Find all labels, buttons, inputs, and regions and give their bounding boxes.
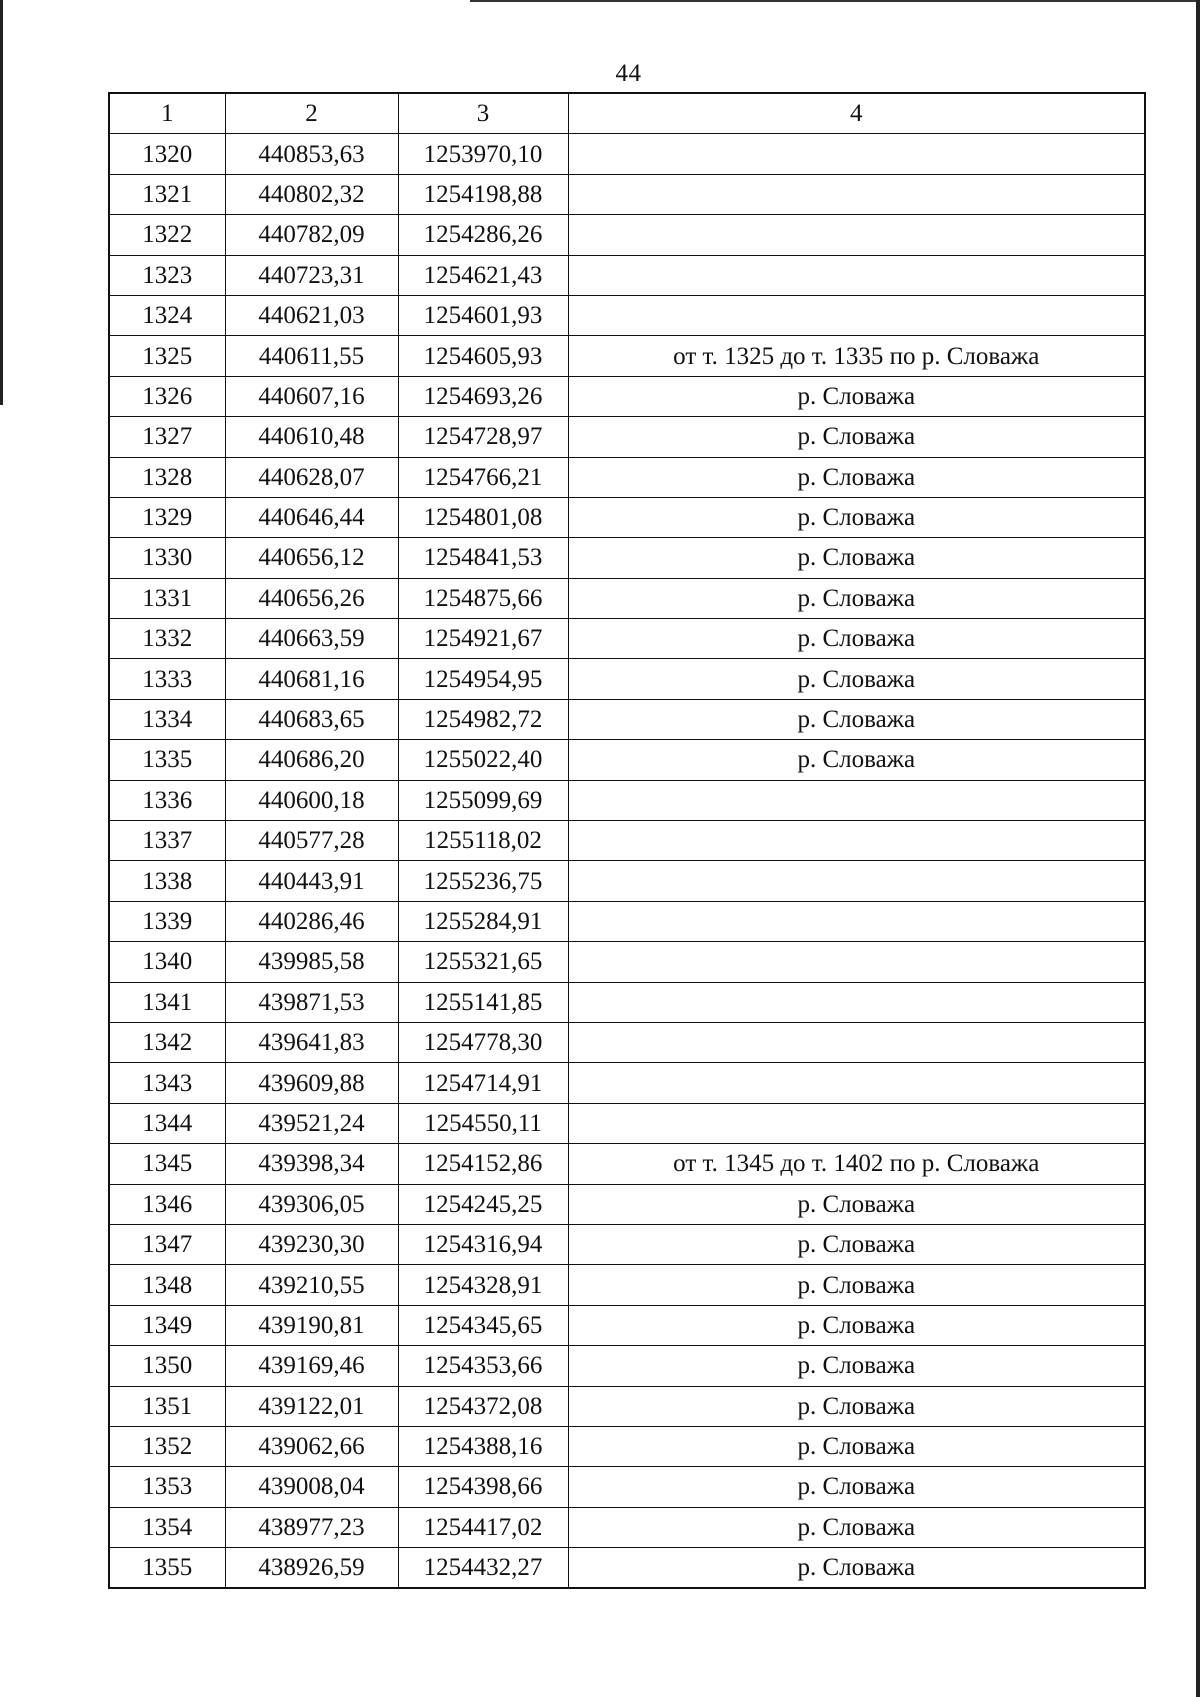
y-coordinate-cell: 1254432,27 — [398, 1548, 568, 1589]
table-row — [109, 1467, 1145, 1507]
boundary-description-cell: р. Словажа — [568, 538, 1145, 578]
boundary-description-cell — [568, 174, 1145, 214]
table-row — [109, 1224, 1145, 1264]
x-coordinate-cell: 440853,63 — [225, 134, 398, 174]
y-coordinate-cell: 1254417,02 — [398, 1507, 568, 1547]
table-row — [109, 376, 1145, 416]
table-row — [109, 417, 1145, 457]
y-coordinate-cell: 1254841,53 — [398, 538, 568, 578]
x-coordinate-cell: 439230,30 — [225, 1224, 398, 1264]
table-row — [109, 255, 1145, 295]
point-number-cell: 1350 — [109, 1346, 225, 1386]
x-coordinate-cell: 440443,91 — [225, 861, 398, 901]
boundary-description-cell — [568, 1103, 1145, 1143]
x-coordinate-cell: 439306,05 — [225, 1184, 398, 1224]
y-coordinate-cell: 1254875,66 — [398, 578, 568, 618]
x-coordinate-cell: 440663,59 — [225, 619, 398, 659]
point-number-cell: 1335 — [109, 740, 225, 780]
point-number-cell: 1340 — [109, 942, 225, 982]
y-coordinate-cell: 1254714,91 — [398, 1063, 568, 1103]
point-number-cell: 1336 — [109, 780, 225, 820]
point-number-cell: 1333 — [109, 659, 225, 699]
y-coordinate-cell: 1255236,75 — [398, 861, 568, 901]
boundary-description-cell — [568, 255, 1145, 295]
table-row — [109, 780, 1145, 820]
table-row — [109, 1022, 1145, 1062]
boundary-description-cell — [568, 901, 1145, 941]
y-coordinate-cell: 1254728,97 — [398, 417, 568, 457]
x-coordinate-cell: 440683,65 — [225, 699, 398, 739]
x-coordinate-cell: 440723,31 — [225, 255, 398, 295]
x-coordinate-cell: 440600,18 — [225, 780, 398, 820]
point-number-cell: 1355 — [109, 1548, 225, 1589]
point-number-cell: 1329 — [109, 497, 225, 537]
table-row — [109, 1103, 1145, 1143]
boundary-description-cell: р. Словажа — [568, 457, 1145, 497]
x-coordinate-cell: 439169,46 — [225, 1346, 398, 1386]
y-coordinate-cell: 1254316,94 — [398, 1224, 568, 1264]
boundary-description-cell: от т. 1325 до т. 1335 по р. Словажа — [568, 336, 1145, 376]
point-number-cell: 1352 — [109, 1426, 225, 1466]
table-header — [109, 93, 1145, 134]
table-row — [109, 336, 1145, 376]
table-row — [109, 861, 1145, 901]
boundary-description-cell: р. Словажа — [568, 1507, 1145, 1547]
x-coordinate-cell: 439641,83 — [225, 1022, 398, 1062]
boundary-description-cell: р. Словажа — [568, 659, 1145, 699]
point-number-cell: 1345 — [109, 1144, 225, 1184]
point-number-cell: 1321 — [109, 174, 225, 214]
table-row — [109, 578, 1145, 618]
y-coordinate-cell: 1254921,67 — [398, 619, 568, 659]
x-coordinate-cell: 439210,55 — [225, 1265, 398, 1305]
boundary-description-cell: р. Словажа — [568, 1305, 1145, 1345]
header-row — [109, 93, 1145, 134]
scan-border-top — [470, 0, 1200, 2]
x-coordinate-cell: 440577,28 — [225, 821, 398, 861]
boundary-description-cell: р. Словажа — [568, 1386, 1145, 1426]
point-number-cell: 1353 — [109, 1467, 225, 1507]
y-coordinate-cell: 1253970,10 — [398, 134, 568, 174]
x-coordinate-cell: 440656,12 — [225, 538, 398, 578]
boundary-description-cell: р. Словажа — [568, 699, 1145, 739]
table-row — [109, 740, 1145, 780]
y-coordinate-cell: 1254693,26 — [398, 376, 568, 416]
point-number-cell: 1348 — [109, 1265, 225, 1305]
point-number-cell: 1354 — [109, 1507, 225, 1547]
x-coordinate-cell: 440621,03 — [225, 295, 398, 335]
page-number: 44 — [615, 60, 642, 87]
boundary-description-cell: р. Словажа — [568, 578, 1145, 618]
table-row — [109, 1386, 1145, 1426]
point-number-cell: 1323 — [109, 255, 225, 295]
boundary-description-cell: р. Словажа — [568, 1426, 1145, 1466]
x-coordinate-cell: 439398,34 — [225, 1144, 398, 1184]
point-number-cell: 1322 — [109, 215, 225, 255]
y-coordinate-cell: 1254198,88 — [398, 174, 568, 214]
point-number-cell: 1341 — [109, 982, 225, 1022]
y-coordinate-cell: 1254245,25 — [398, 1184, 568, 1224]
x-coordinate-cell: 439985,58 — [225, 942, 398, 982]
table-row — [109, 295, 1145, 335]
table-row — [109, 497, 1145, 537]
x-coordinate-cell: 440782,09 — [225, 215, 398, 255]
boundary-description-cell: р. Словажа — [568, 1346, 1145, 1386]
x-coordinate-cell: 439609,88 — [225, 1063, 398, 1103]
y-coordinate-cell: 1255118,02 — [398, 821, 568, 861]
y-coordinate-cell: 1254982,72 — [398, 699, 568, 739]
point-number-cell: 1330 — [109, 538, 225, 578]
y-coordinate-cell: 1254766,21 — [398, 457, 568, 497]
boundary-description-cell: р. Словажа — [568, 1224, 1145, 1264]
point-number-cell: 1332 — [109, 619, 225, 659]
boundary-description-cell: р. Словажа — [568, 619, 1145, 659]
table-row — [109, 901, 1145, 941]
point-number-cell: 1320 — [109, 134, 225, 174]
table-row — [109, 174, 1145, 214]
boundary-description-cell — [568, 215, 1145, 255]
table-row — [109, 1265, 1145, 1305]
boundary-description-cell: р. Словажа — [568, 1265, 1145, 1305]
y-coordinate-cell: 1254621,43 — [398, 255, 568, 295]
y-coordinate-cell: 1255099,69 — [398, 780, 568, 820]
point-number-cell: 1347 — [109, 1224, 225, 1264]
table-row — [109, 457, 1145, 497]
boundary-description-cell: от т. 1345 до т. 1402 по р. Словажа — [568, 1144, 1145, 1184]
table-row — [109, 821, 1145, 861]
x-coordinate-cell: 439122,01 — [225, 1386, 398, 1426]
x-coordinate-cell: 438977,23 — [225, 1507, 398, 1547]
point-number-cell: 1324 — [109, 295, 225, 335]
table-row — [109, 1063, 1145, 1103]
boundary-description-cell: р. Словажа — [568, 740, 1145, 780]
table-row — [109, 699, 1145, 739]
y-coordinate-cell: 1254345,65 — [398, 1305, 568, 1345]
table-row — [109, 982, 1145, 1022]
point-number-cell: 1338 — [109, 861, 225, 901]
boundary-description-cell: р. Словажа — [568, 417, 1145, 457]
header-col-4: 4 — [568, 93, 1145, 134]
y-coordinate-cell: 1254152,86 — [398, 1144, 568, 1184]
table-row — [109, 942, 1145, 982]
point-number-cell: 1337 — [109, 821, 225, 861]
boundary-description-cell — [568, 1022, 1145, 1062]
boundary-description-cell — [568, 780, 1145, 820]
y-coordinate-cell: 1254388,16 — [398, 1426, 568, 1466]
x-coordinate-cell: 439190,81 — [225, 1305, 398, 1345]
x-coordinate-cell: 440610,48 — [225, 417, 398, 457]
coordinates-table — [108, 92, 1146, 1589]
y-coordinate-cell: 1254801,08 — [398, 497, 568, 537]
table-row — [109, 1548, 1145, 1589]
table-body — [109, 134, 1145, 1589]
x-coordinate-cell: 440286,46 — [225, 901, 398, 941]
table-row — [109, 215, 1145, 255]
boundary-description-cell — [568, 982, 1145, 1022]
y-coordinate-cell: 1254353,66 — [398, 1346, 568, 1386]
point-number-cell: 1331 — [109, 578, 225, 618]
y-coordinate-cell: 1255022,40 — [398, 740, 568, 780]
y-coordinate-cell: 1255321,65 — [398, 942, 568, 982]
table-row — [109, 1346, 1145, 1386]
point-number-cell: 1344 — [109, 1103, 225, 1143]
y-coordinate-cell: 1254778,30 — [398, 1022, 568, 1062]
boundary-description-cell: р. Словажа — [568, 1467, 1145, 1507]
table-row — [109, 1144, 1145, 1184]
point-number-cell: 1349 — [109, 1305, 225, 1345]
point-number-cell: 1342 — [109, 1022, 225, 1062]
header-col-2: 2 — [225, 93, 398, 134]
header-col-3: 3 — [398, 93, 568, 134]
x-coordinate-cell: 440686,20 — [225, 740, 398, 780]
x-coordinate-cell: 439062,66 — [225, 1426, 398, 1466]
boundary-description-cell: р. Словажа — [568, 1548, 1145, 1589]
boundary-description-cell — [568, 1063, 1145, 1103]
table-row — [109, 1184, 1145, 1224]
table-row — [109, 538, 1145, 578]
point-number-cell: 1327 — [109, 417, 225, 457]
boundary-description-cell — [568, 821, 1145, 861]
table-row — [109, 134, 1145, 174]
y-coordinate-cell: 1255284,91 — [398, 901, 568, 941]
boundary-description-cell: р. Словажа — [568, 1184, 1145, 1224]
x-coordinate-cell: 439521,24 — [225, 1103, 398, 1143]
boundary-description-cell — [568, 295, 1145, 335]
x-coordinate-cell: 440607,16 — [225, 376, 398, 416]
point-number-cell: 1325 — [109, 336, 225, 376]
x-coordinate-cell: 438926,59 — [225, 1548, 398, 1589]
x-coordinate-cell: 440646,44 — [225, 497, 398, 537]
y-coordinate-cell: 1254954,95 — [398, 659, 568, 699]
scan-border-right — [1196, 0, 1200, 1697]
x-coordinate-cell: 439871,53 — [225, 982, 398, 1022]
y-coordinate-cell: 1254601,93 — [398, 295, 568, 335]
y-coordinate-cell: 1254550,11 — [398, 1103, 568, 1143]
y-coordinate-cell: 1255141,85 — [398, 982, 568, 1022]
point-number-cell: 1328 — [109, 457, 225, 497]
table-row — [109, 659, 1145, 699]
boundary-description-cell: р. Словажа — [568, 497, 1145, 537]
table-row — [109, 1507, 1145, 1547]
header-col-1: 1 — [109, 93, 225, 134]
y-coordinate-cell: 1254398,66 — [398, 1467, 568, 1507]
x-coordinate-cell: 440681,16 — [225, 659, 398, 699]
point-number-cell: 1346 — [109, 1184, 225, 1224]
x-coordinate-cell: 440802,32 — [225, 174, 398, 214]
point-number-cell: 1351 — [109, 1386, 225, 1426]
x-coordinate-cell: 439008,04 — [225, 1467, 398, 1507]
point-number-cell: 1339 — [109, 901, 225, 941]
table-row — [109, 1305, 1145, 1345]
y-coordinate-cell: 1254605,93 — [398, 336, 568, 376]
point-number-cell: 1343 — [109, 1063, 225, 1103]
x-coordinate-cell: 440628,07 — [225, 457, 398, 497]
y-coordinate-cell: 1254286,26 — [398, 215, 568, 255]
y-coordinate-cell: 1254372,08 — [398, 1386, 568, 1426]
boundary-description-cell — [568, 942, 1145, 982]
x-coordinate-cell: 440656,26 — [225, 578, 398, 618]
boundary-description-cell — [568, 134, 1145, 174]
table-row — [109, 1426, 1145, 1466]
boundary-description-cell: р. Словажа — [568, 376, 1145, 416]
point-number-cell: 1326 — [109, 376, 225, 416]
y-coordinate-cell: 1254328,91 — [398, 1265, 568, 1305]
point-number-cell: 1334 — [109, 699, 225, 739]
table-row — [109, 619, 1145, 659]
boundary-description-cell — [568, 861, 1145, 901]
x-coordinate-cell: 440611,55 — [225, 336, 398, 376]
